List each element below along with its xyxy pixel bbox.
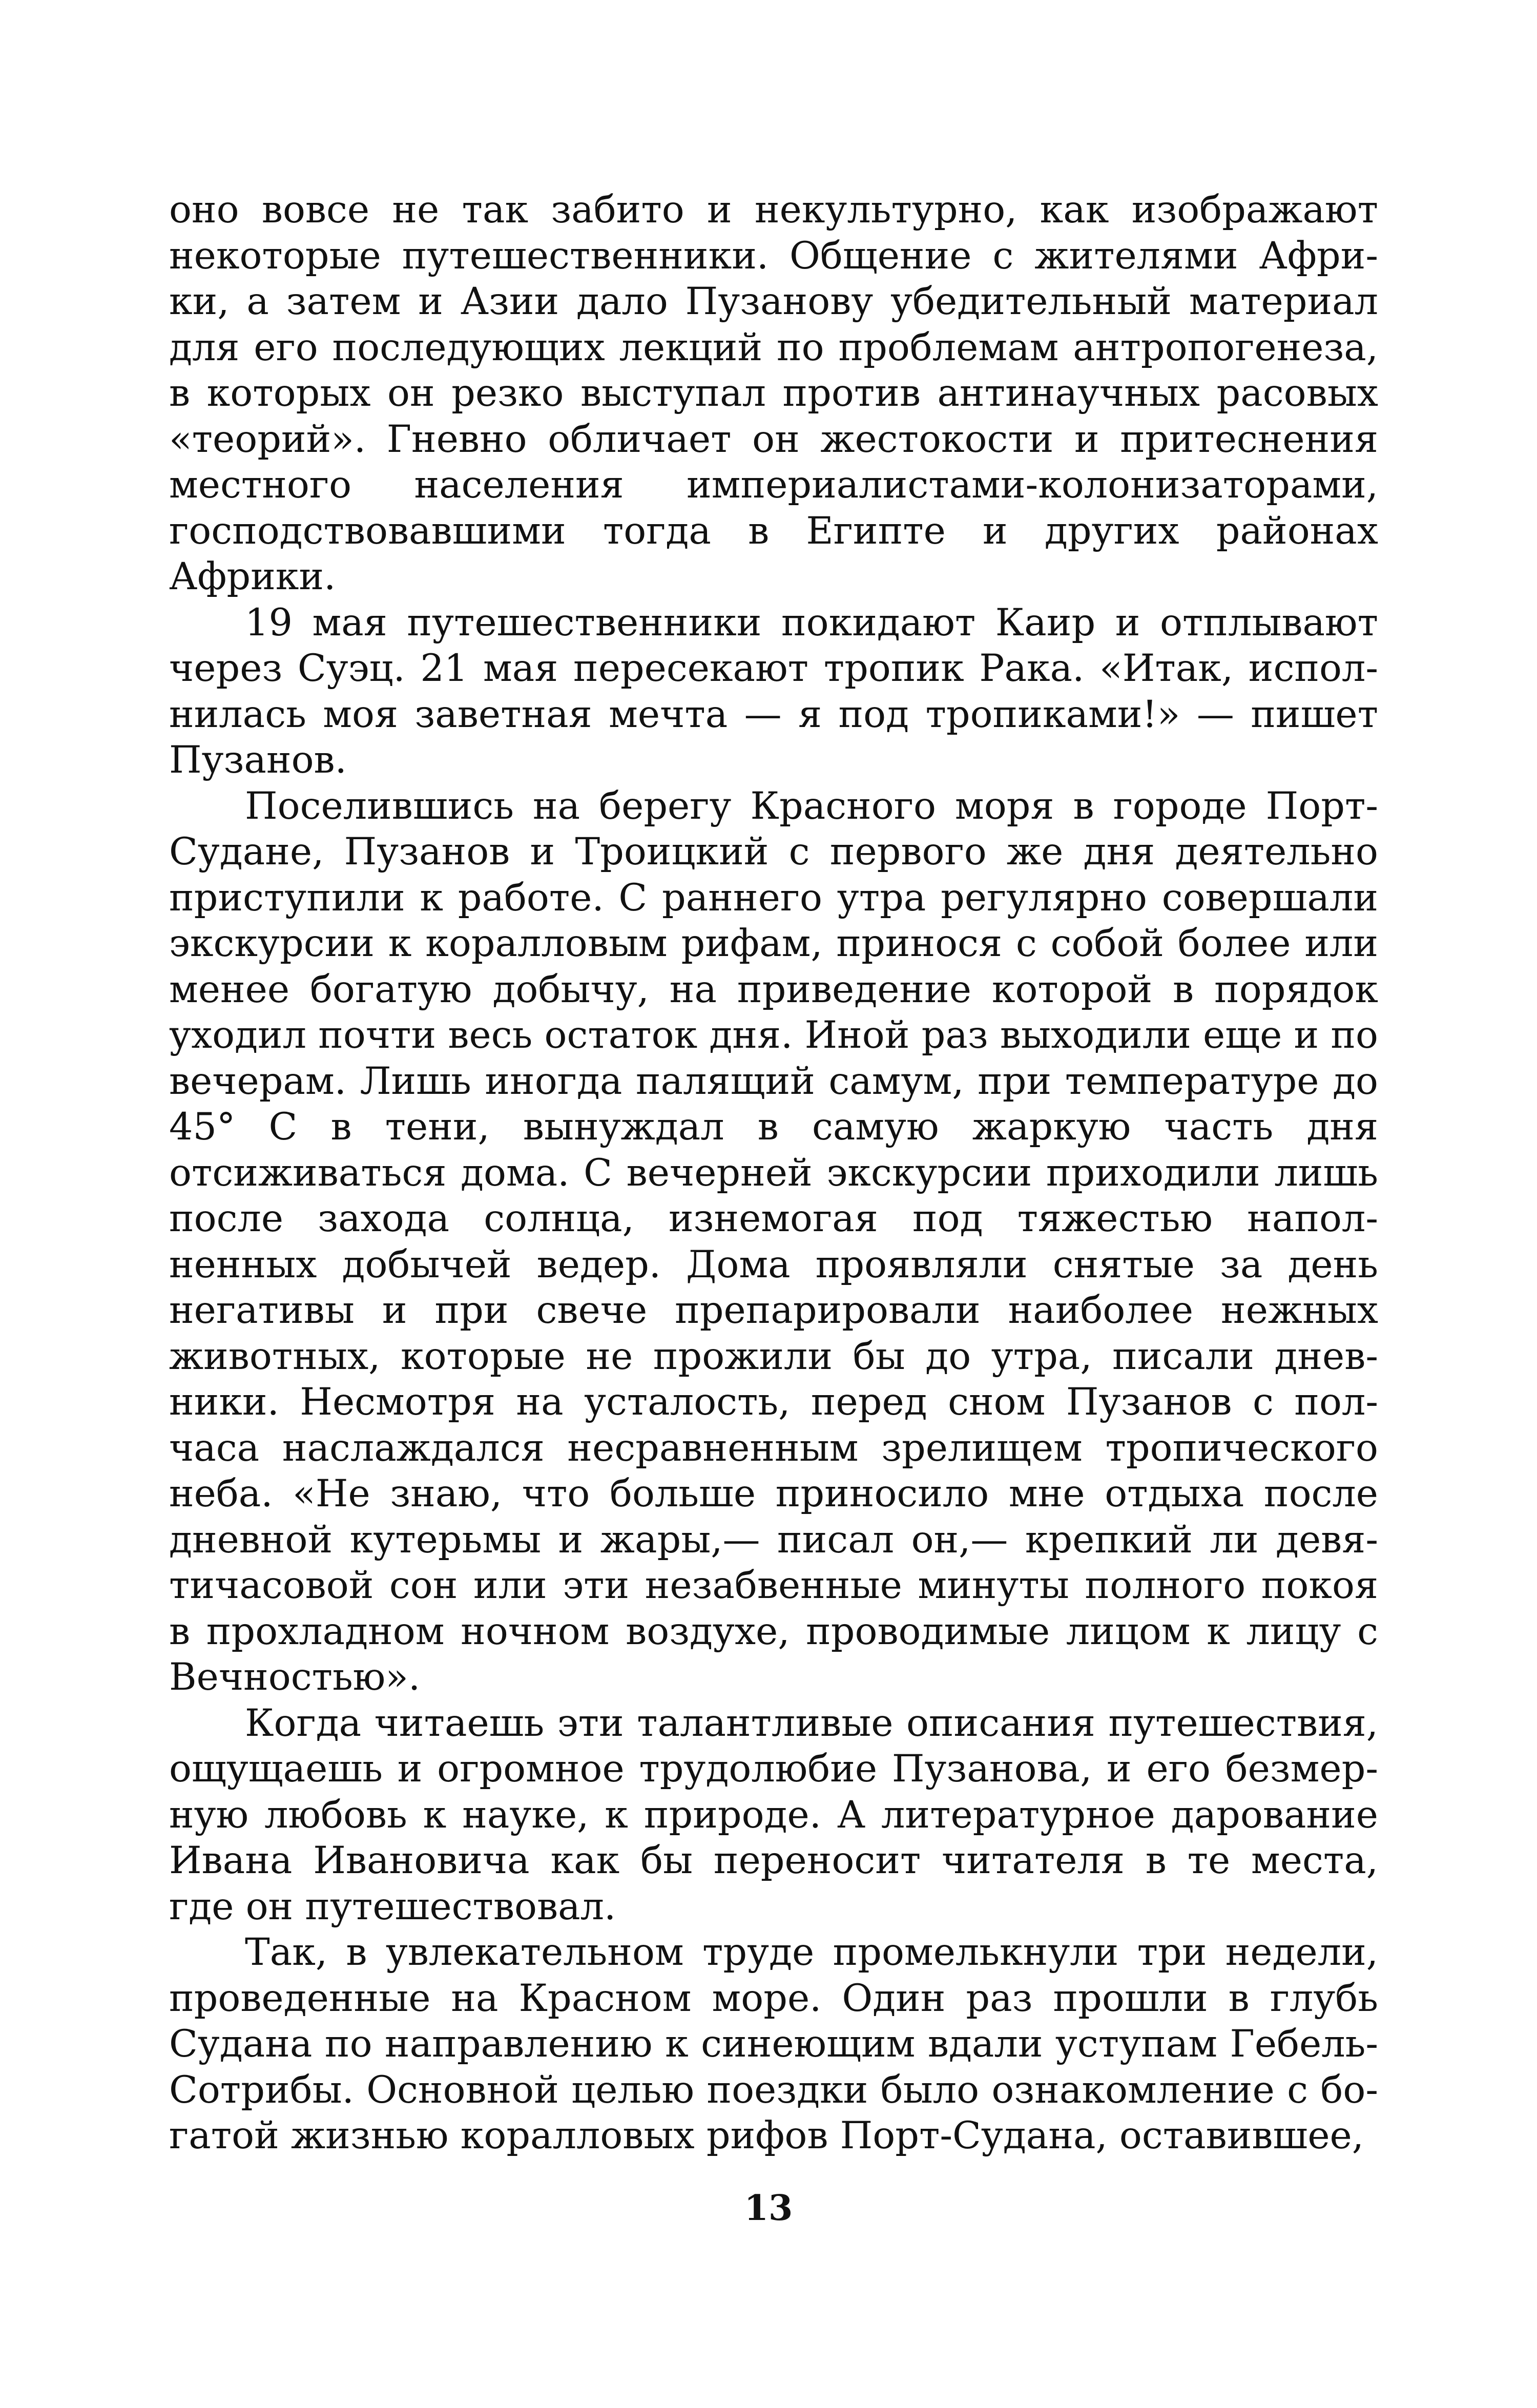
paragraph-5: Так, в увлекательном труде промелькнули три недели, проведенные на Красном море. Один раз прошли в глубь Судана по направлению к синеющим вдали уступам Гебель-Сотрибы. Основной целью поездки было ознакомление с богатой жизнью коралловых рифов Порт-Судана, оставившее,: [169, 1930, 1378, 2157]
paragraph-2: 19 мая путешественники покидают Каир и отплывают через Суэц. 21 мая пересекают тропик Рака. «Итак, исполнилась моя заветная мечта — я под тропиками!» — пишет Пузанов.: [169, 600, 1378, 782]
paragraph-1: оно вовсе не так забито и некультурно, как изображают некоторые путешественники. Общение с жителями Африки, а затем и Азии дало Пузанову убедительный материал для его последующих лекций по проблемам антропогенеза, в которых он резко выступал против антинаучных расовых «теорий». Гневно обличает он жестокости и притеснения местного населения империалистами-колонизаторами, господствовавшими тогда в Египте и других районах Африки.: [169, 188, 1378, 598]
page-number: 13: [744, 2188, 793, 2229]
paragraph-3: Поселившись на берегу Красного моря в городе Порт-Судане, Пузанов и Троицкий с первого же дня деятельно приступили к работе. С раннего утра регулярно совершали экскурсии к коралловым рифам, принося с собой более или менее богатую добычу, на приведение которой в порядок уходил почти весь остаток дня. Иной раз выходили еще и по вечерам. Лишь иногда палящий самум, при температуре до 45° С в тени, вынуждал в самую жаркую часть дня отсиживаться дома. С вечерней экскурсии приходили лишь после захода солнца, изнемогая под тяжестью наполненных добычей ведер. Дома проявляли снятые за день негативы и при свече препарировали наиболее нежных животных, которые не прожили бы до утра, писали дневники. Несмотря на усталость, перед сном Пузанов с полчаса наслаждался несравненным зрелищем тропического неба. «Не знаю, что больше приносило мне отдыха после дневной кутерьмы и жары,— писал он,— крепкий ли девятичасовой сон или эти незабвенные минуты полного покоя в прохладном ночном воздухе, проводимые лицом к лицу с Вечностью».: [169, 784, 1378, 1699]
page-body: [169, 187, 1378, 2159]
paragraph-4: Когда читаешь эти талантливые описания путешествия, ощущаешь и огромное трудолюбие Пузанова, и его безмерную любовь к науке, к природе. А литературное дарование Ивана Ивановича как бы переносит читателя в те места, где он путешествовал.: [169, 1701, 1378, 1928]
